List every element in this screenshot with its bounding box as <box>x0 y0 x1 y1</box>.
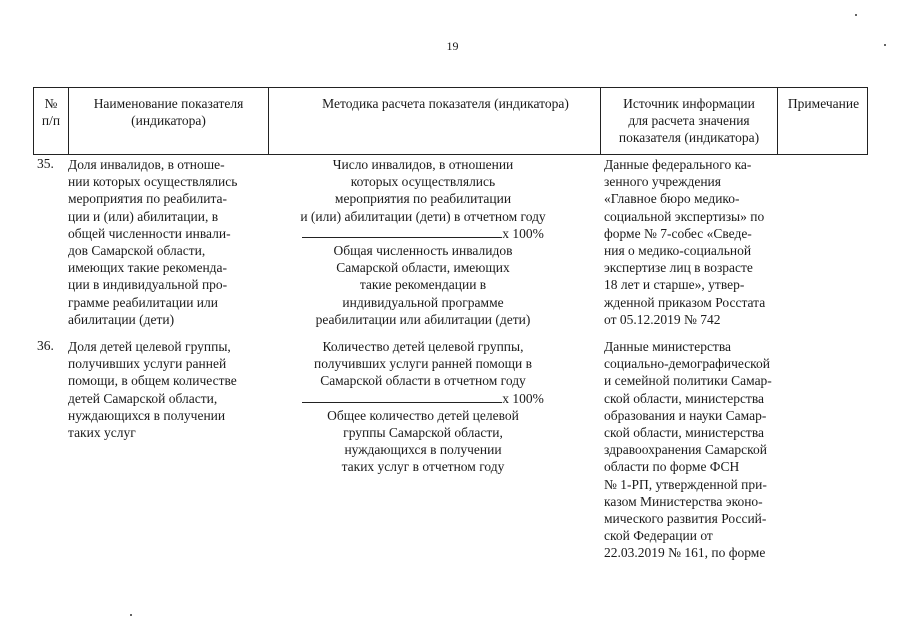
row-35-name: Доля инвалидов, в отноше- нии которых осуществлялись мероприятия по реабилита- ции и (или) абилитации, в общей численности инвали- дов Самарской области, имеющих такие рекоменда- ции в индивидуальной про- грамме реабилитации или абилитации (дети) <box>68 157 238 327</box>
scan-speck <box>884 44 886 46</box>
multiplier: х 100% <box>502 390 544 406</box>
row-35-source: Данные федерального ка- зенного учреждения «Главное бюро медико- социальной экспертизы» по форме № 7-собес «Сведе- ния о медико-социальной экспертизе лиц в возрасте 18 лет и старше», утвер- жденной приказом Росстата от 05.12.2019 № 742 <box>604 157 766 327</box>
multiplier: х 100% <box>502 225 544 241</box>
indicator-table <box>33 87 868 561</box>
header-name: Наименование показателя (индикатора) <box>93 96 244 128</box>
header-num: № п/п <box>41 96 61 128</box>
scan-speck <box>130 614 132 616</box>
row-36-name: Доля детей целевой группы, получивших услуги ранней помощи, в общем количестве детей Самарской области, нуждающихся в получении таких услуг <box>68 339 237 441</box>
fraction-bar <box>302 225 502 238</box>
header-method: Методика расчета показателя (индикатора) <box>322 96 569 111</box>
row-35-formula: Число инвалидов, в отношении которых осуществлялись мероприятия по реабилитации и (или) абилитации (дети) в отчетном году х 100% Общая численность инвалидов Самарской области, имеющих такие рекомендации в индивидуальной программе реабилитации или абилитации (дети) <box>300 157 546 327</box>
header-source: Источник информации для расчета значения показателя (индикатора) <box>618 96 760 145</box>
table-header <box>33 87 868 155</box>
scan-speck <box>855 14 857 16</box>
row-36-source: Данные министерства социально-демографической и семейной политики Самар- ской области, министерства образования и науки Самар- ской области, министерства здравоохранения Самарской области по форме ФСН № 1-РП, утвержденной при- казом Министерства эконо- мического развития Россий- ской Федерации от 22.03.2019 № 161, по форме <box>604 339 772 561</box>
row-number: 35. <box>37 156 54 171</box>
header-note: Примечание <box>787 96 860 111</box>
page-number: 19 <box>446 39 459 53</box>
row-number: 36. <box>37 338 54 353</box>
fraction-bar <box>302 390 502 403</box>
row-36-formula: Количество детей целевой группы, получивших услуги ранней помощи в Самарской области в отчетном году х 100% Общее количество детей целевой группы Самарской области, нуждающихся в получении таких услуг в отчетном году <box>273 338 573 476</box>
